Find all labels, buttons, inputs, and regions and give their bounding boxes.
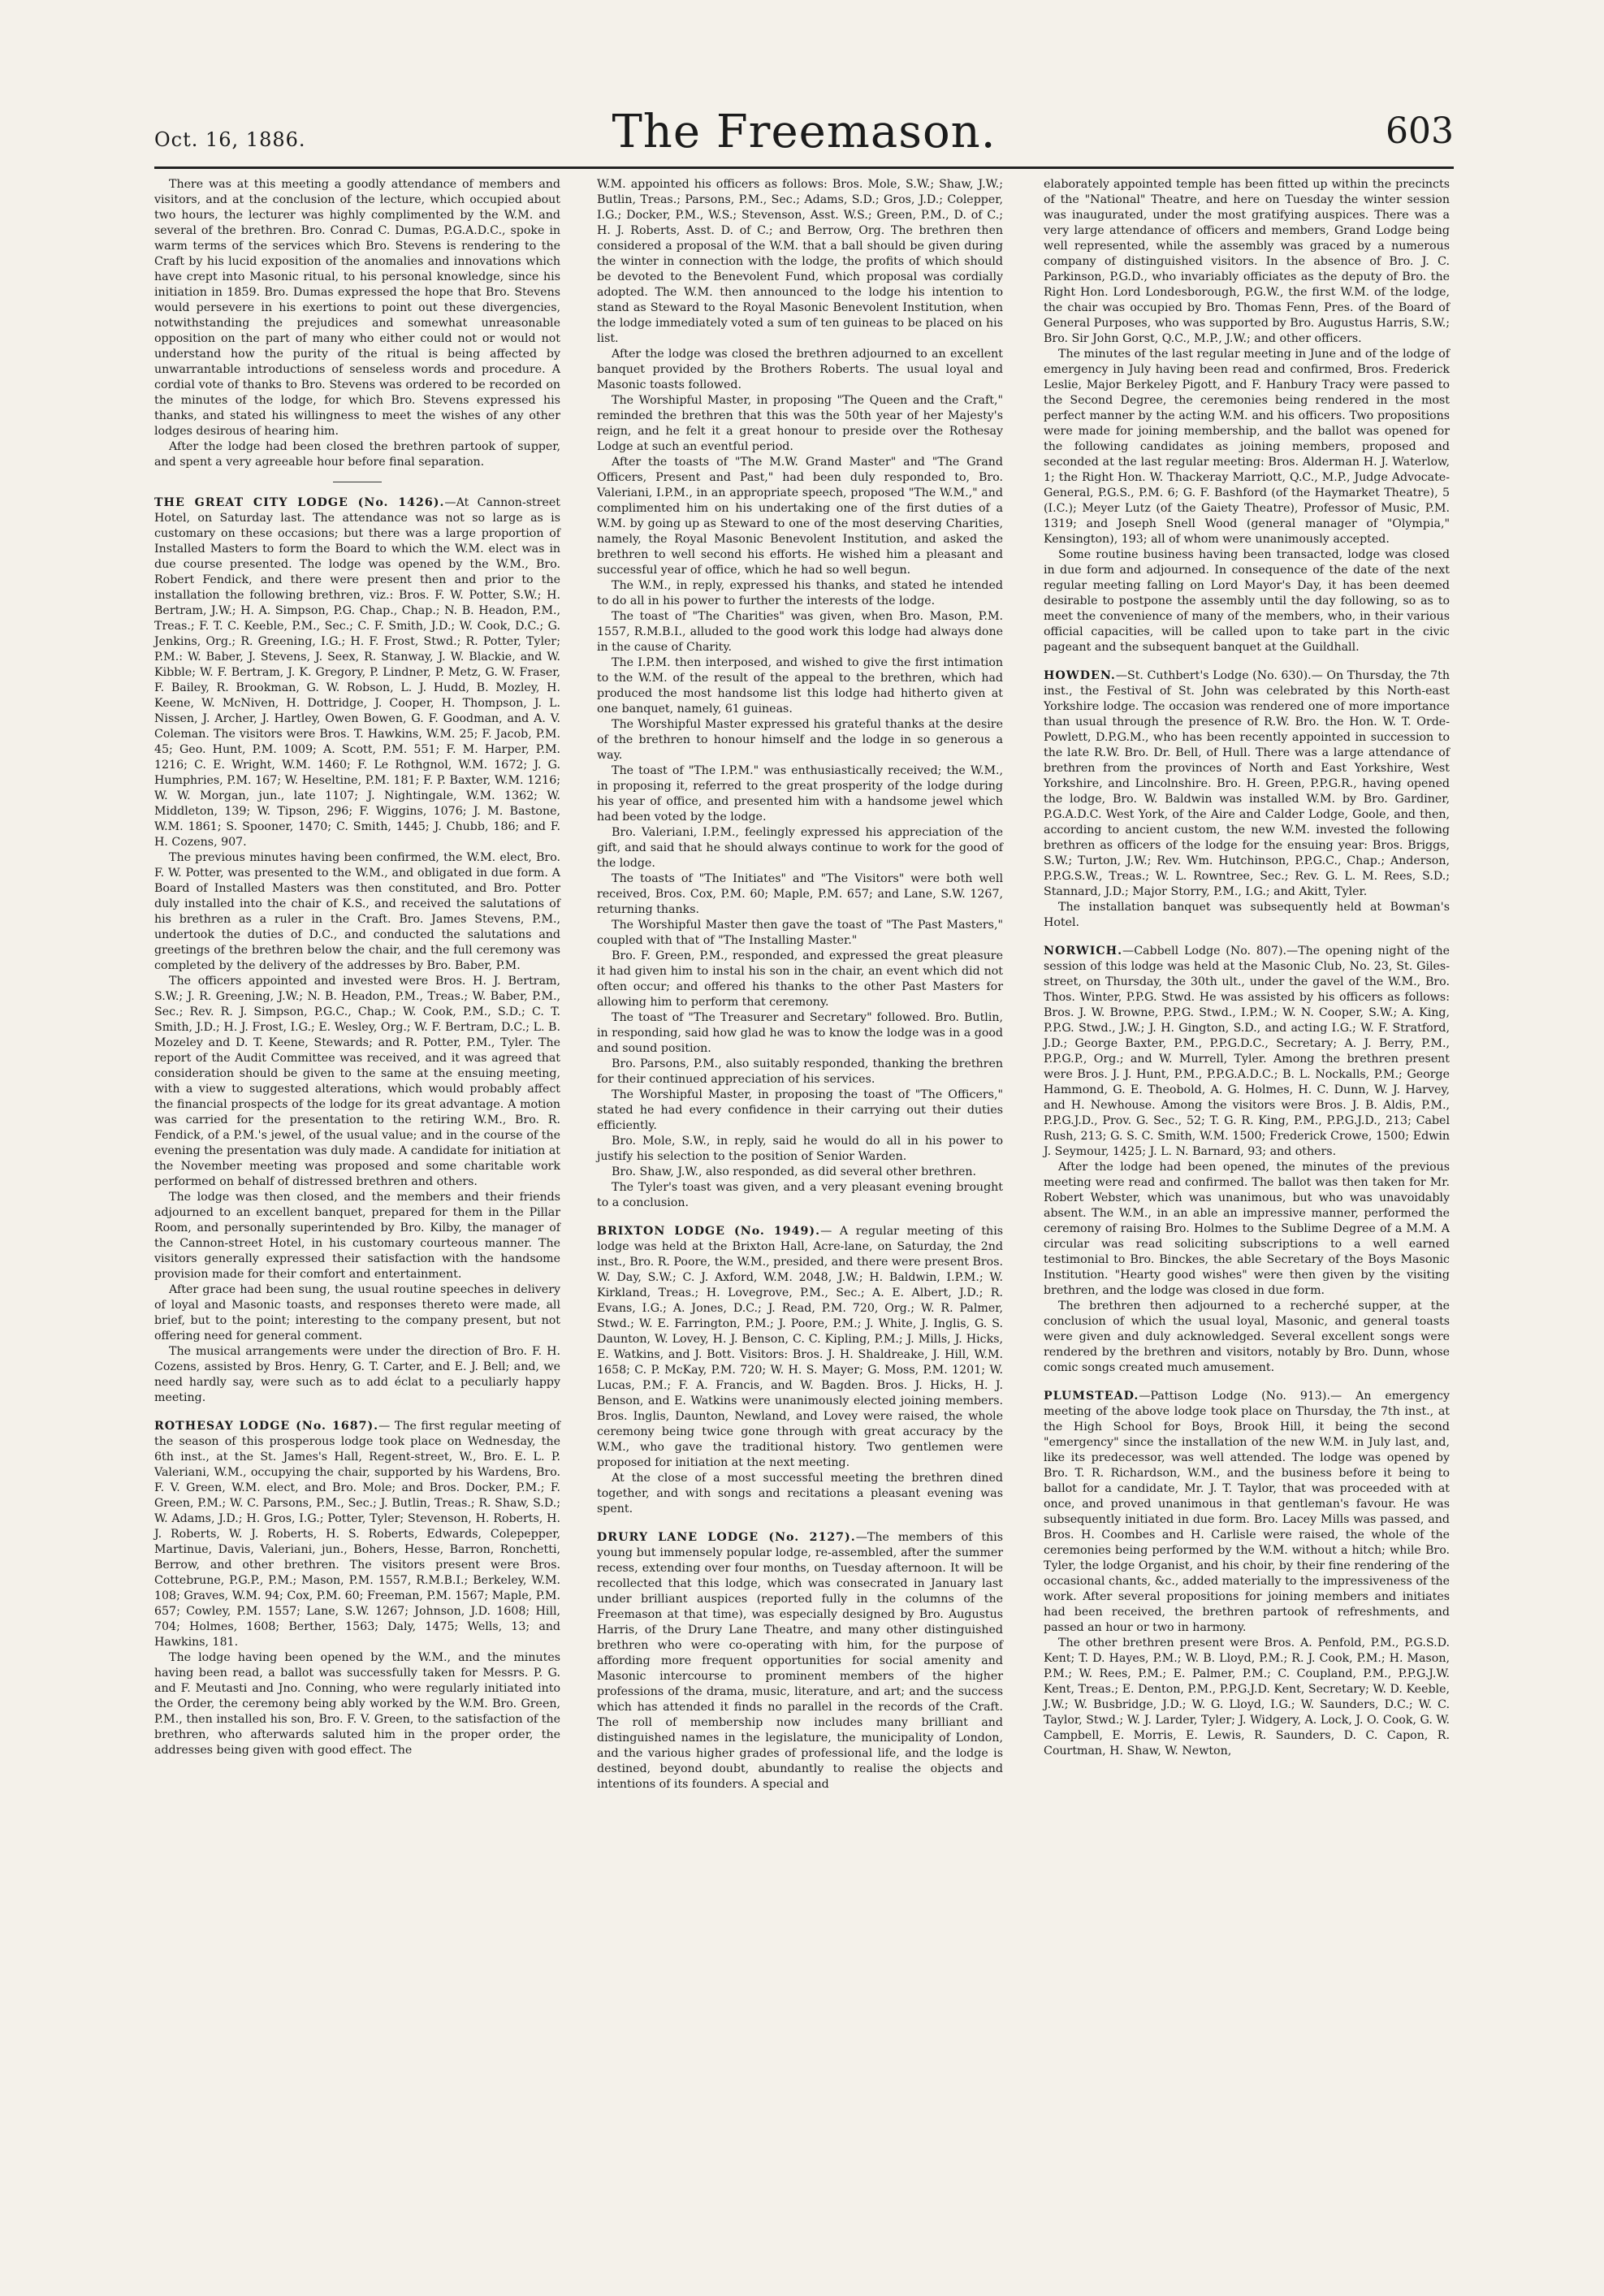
paragraph: — On Thursday, the 7th inst., the Festival of St. John was celebrated by this North-east Yorkshire lodge. The occasion was rendered one of more importance than usual through the presence of R.W. Bro. the Hon. W. T. Orde-Powlett, D.P.G.M., who has been recently appointed in succession to the late R.W. Bro. Dr. Bell, of Hull. There was a large attendance of brethren from the provinces of North and East Yorkshire, West Yorkshire, and Lincolnshire. Bro. H. Green, P.P.G.R., having opened the lodge, Bro. W. Baldwin was installed W.M. by Bro. Gardiner, P.G.A.D.C. West York, of the Aire and Calder Lodge, Goole, and then, according to ancient custom, the new W.M. invested the following brethren as officers of the lodge for the ensuing year: Bros. Briggs, S.W.; Turton, J.W.; Rev. Wm. Hutchinson, P.P.G.C., Chap.; Anderson, P.P.G.S.W., Treas.; W. L. Rowntree, Sec.; Rev. G. L. M. Rees, S.D.; Stannard, J.D.; Major Storry, P.M., I.G.; and Akitt, Tyler.	[1044, 669, 1450, 898]
paragraph: — The first regular meeting of the season of this prosperous lodge took place on Wednesday, the 6th inst., at the St. James's Hall, Regent-street, W., Bro. E. L. P. Valeriani, W.M., occupying the chair, supported by his Wardens, Bro. F. V. Green, W.M. elect, and Bro. Mole; and Bros. Docker, P.M.; F. Green, P.M.; W. C. Parsons, P.M., Sec.; J. Butlin, Treas.; R. Shaw, S.D.; W. Adams, J.D.; H. Gros, I.G.; Potter, Tyler; Stevenson, H. Roberts, H. J. Roberts, W. J. Roberts, H. S. Roberts, Edwards, Colepepper, Martinue, Davis, Valeriani, jun., Bohers, Hesse, Barron, Ronchetti, Berrow, and other brethren. The visitors present were Bros. Cottebrune, P.G.P., P.M.; Mason, P.M. 1557, R.M.B.I.; Berkeley, W.M. 108; Graves, W.M. 94; Cox, P.M. 60; Freeman, P.M. 1567; Maple, P.M. 657; Cowley, P.M. 1557; Lane, S.W. 1267; Johnson, J.D. 1608; Hill, 704; Holmes, 1608; Berther, 1563; Daly, 1475; Wells, 13; and Hawkins, 181.	[154, 1420, 560, 1649]
paragraph: After the lodge had been closed the brethren partook of supper, and spent a very agreeable hour before final separation.	[154, 440, 560, 469]
paragraph: At the close of a most successful meeting the brethren dined together, and with songs and recitations a pleasant evening was spent.	[597, 1472, 1003, 1516]
paragraph: There was at this meeting a goodly attendance of members and visitors, and at the conclusion of the lecture, which occupied about two hours, the lecturer was highly complimented by the W.M. and several of the brethren. Bro. Conrad C. Dumas, P.G.A.D.C., spoke in warm terms of the services which Bro. Stevens is rendering to the Craft by his lucid exposition of the anomalies and innovations which have crept into Masonic ritual, to his personal knowledge, since his initiation in 1859. Bro. Dumas expressed the hope that Bro. Stevens would persevere in his exertions to point out these divergencies, notwithstanding the prejudices and somewhat unreasonable opposition on the part of many who either could not or would not understand how the purity of the ritual is being affected by unwarrantable introductions of senseless words and procedure. A cordial vote of thanks to Bro. Stevens was ordered to be recorded on the minutes of the lodge, for which Bro. Stevens expressed his thanks, and stated his willingness to meet the wishes of any other lodges desirous of hearing him.	[154, 178, 560, 438]
article-title: HOWDEN.	[1044, 669, 1116, 682]
paragraph: After the lodge had been opened, the minutes of the previous meeting were read and confirmed. The ballot was then taken for Mr. Robert Webster, which was unanimous, but who was unavoidably absent. The W.M., in an able an impressive manner, performed the ceremony of raising Bro. Holmes to the Sublime Degree of a M.M. A circular was read soliciting subscriptions to a well earned testimonial to Bro. Binckes, the able Secretary of the Boys Masonic Institution. "Hearty good wishes" were then given by the visiting brethren, and the lodge was closed in due form.	[1044, 1161, 1450, 1297]
paragraph: The Worshipful Master expressed his grateful thanks at the desire of the brethren to honour himself and the lodge in so generous a way.	[597, 718, 1003, 762]
article-brixton-lodge	[597, 1224, 1003, 1517]
paragraph: The Worshipful Master, in proposing "The Queen and the Craft," reminded the brethren that this was the 50th year of her Majesty's reign, and he felt it a great honour to preside over the Rothesay Lodge at such an eventful period.	[597, 394, 1003, 453]
article-drury-lane-lodge	[597, 1530, 1003, 1792]
paragraph: The lodge having been opened by the W.M., and the minutes having been read, a ballot was successfully taken for Messrs. P. G. and F. Meutasti and Jno. Conning, who were regularly initiated into the Order, the ceremony being ably worked by the W.M. Bro. Green, P.M., then installed his son, Bro. F. V. Green, to the satisfaction of the brethren, who afterwards saluted him in the proper order, the addresses being given with good effect. The	[154, 1651, 560, 1757]
paragraph: The toast of "The I.P.M." was enthusiastically received; the W.M., in proposing it, referred to the great prosperity of the lodge during his year of office, and presented him with a handsome jewel which had been voted by the lodge.	[597, 764, 1003, 824]
article-rothesay-lodge	[154, 1419, 560, 1758]
paragraph: The Tyler's toast was given, and a very pleasant evening brought to a conclusion.	[597, 1181, 1003, 1209]
paragraph: —The members of this young but immensely popular lodge, re-assembled, after the summer recess, extending over four months, on Tuesday afternoon. It will be recollected that this lodge, which was consecrated in January last under brilliant auspices (reported fully in the columns of the Freemason at that time), was especially designed by Bro. Augustus Harris, of the Drury Lane Theatre, and many other distinguished brethren who were co-operating with him, for the purpose of affording more frequent opportunities for social amenity and Masonic intercourse to prominent members of the higher professions of the drama, music, literature, and art; and the success which has attended it finds no parallel in the records of the Craft. The roll of membership now includes many brilliant and distinguished names in the legislature, the municipality of London, and the various higher grades of professional life, and the lodge is destined, beyond doubt, abundantly to realise the objects and intentions of its founders. A special and	[597, 1531, 1003, 1791]
column-1	[154, 177, 560, 1758]
paragraph: Bro. F. Green, P.M., responded, and expressed the great pleasure it had given him to instal his son in the chair, an event which did not often occur; and offered his thanks to the other Past Masters for allowing him to perform that ceremony.	[597, 949, 1003, 1009]
paragraph: The brethren then adjourned to a recherché supper, at the conclusion of which the usual loyal, Masonic, and general toasts were given and duly acknowledged. Several excellent songs were rendered by the brethren and visitors, notably by Bro. Dunn, whose comic songs created much amusement.	[1044, 1299, 1450, 1374]
paragraph: — A regular meeting of this lodge was held at the Brixton Hall, Acre-lane, on Saturday, the 2nd inst., Bro. R. Poore, the W.M., presided, and there were present Bros. W. Day, S.W.; C. J. Axford, W.M. 2048, J.W.; H. Baldwin, I.P.M.; W. Kirkland, Treas.; H. Lovegrove, P.M., Sec.; A. E. Albert, J.D.; R. Evans, I.G.; A. Jones, D.C.; J. Read, P.M. 720, Org.; W. R. Palmer, Stwd.; W. E. Farrington, P.M.; J. Poore, P.M.; J. White, J. Inglis, G. S. Daunton, W. Lovey, H. J. Benson, C. C. Kipling, P.M.; J. Mills, J. Hicks, E. Watkins, and J. Bott. Visitors: Bros. J. H. Shaldreake, J. Hill, W.M. 1658; C. P. McKay, P.M. 720; W. H. S. Mayer; G. Moss, P.M. 1201; W. Lucas, P.M.; F. A. Francis, and W. Bagden. Bros. J. Hicks, H. J. Benson, and E. Watkins were unanimously elected joining members. Bros. Inglis, Daunton, Newland, and Lovey were raised, the whole ceremony being twice gone through with great accuracy by the W.M., who gave the traditional history. Two gentlemen were proposed for initiation at the next meeting.	[597, 1225, 1004, 1469]
paragraph: The Worshipful Master, in proposing the toast of "The Officers," stated he had every confidence in their carrying out their duties efficiently.	[597, 1088, 1003, 1132]
article-title: BRIXTON LODGE (No. 1949).	[597, 1225, 821, 1238]
article-title: PLUMSTEAD.	[1044, 1390, 1139, 1403]
column-3	[1044, 177, 1450, 1759]
paragraph: The toast of "The Treasurer and Secretary" followed. Bro. Butlin, in responding, said how glad he was to know the lodge was in a good and sound position.	[597, 1011, 1003, 1055]
article-subtitle: —Cabbell Lodge (No. 807).	[1122, 945, 1286, 958]
paragraph: The W.M., in reply, expressed his thanks, and stated he intended to do all in his power to further the interests of the lodge.	[597, 579, 1003, 608]
paragraph: elaborately appointed temple has been fitted up within the precincts of the "National" Theatre, and here on Tuesday the winter session was inaugurated, under the most gratifying auspices. There was a very large attendance of officers and members, Grand Lodge being well represented, while the assembly was graced by a numerous company of distinguished visitors. In the absence of Bro. J. C. Parkinson, P.G.D., who invariably officiates as the deputy of Bro. the Right Hon. Lord Londesborough, P.G.W., the first W.M. of the lodge, the chair was occupied by Bro. Thomas Fenn, Pres. of the Board of General Purposes, who was supported by Bro. Augustus Harris, S.W.; Bro. Sir John Gorst, Q.C., M.P., J.W.; and other officers.	[1044, 178, 1450, 345]
page-number: 603	[1386, 110, 1454, 152]
article-subtitle: —St. Cuthbert's Lodge (No. 630).	[1115, 669, 1312, 682]
article-norwich	[1044, 944, 1450, 1376]
paragraph: After the lodge was closed the brethren adjourned to an excellent banquet provided by the Brothers Roberts. The usual loyal and Masonic toasts followed.	[597, 348, 1003, 391]
paragraph: — An emergency meeting of the above lodge took place on Thursday, the 7th inst., at the High School for Boys, Brook Hill, it being the second "emergency" since the installation of the new W.M. in July last, and, like its predecessor, was well attended. The lodge was opened by Bro. T. R. Richardson, W.M., and the business before it being to ballot for a candidate, Mr. J. T. Taylor, that was proceeded with at once, and proved unanimous in that gentleman's favour. He was subsequently initiated in due form. Bro. Lacey Mills was passed, and Bros. H. Coombes and H. Carlisle were raised, the whole of the ceremonies being performed by the W.M. without a hitch; while Bro. Tyler, the lodge Organist, and his choir, by their fine rendering of the occasional chants, &c., added materially to the impressiveness of the work. After several propositions for joining members and initiates had been received, the brethren partook of refreshments, and passed an hour or two in harmony.	[1044, 1390, 1450, 1634]
paragraph: W.M. appointed his officers as follows: Bros. Mole, S.W.; Shaw, J.W.; Butlin, Treas.; Parsons, P.M., Sec.; Adams, S.D.; Gros, J.D.; Colepper, I.G.; Docker, P.M., W.S.; Stevenson, Asst. W.S.; Green, P.M., D. of C.; H. J. Roberts, Asst. D. of C.; and Berrow, Org. The brethren then considered a proposal of the W.M. that a ball should be given during the winter in connection with the lodge, the profits of which should be devoted to the Benevolent Fund, which proposal was cordially adopted. The W.M. then announced to the lodge his intention to stand as Steward to the Royal Masonic Benevolent Institution, when the lodge immediately voted a sum of ten guineas to be placed on his list.	[597, 178, 1003, 345]
article-subtitle: —Pattison Lodge (No. 913).	[1139, 1390, 1330, 1403]
masthead-title: The Freemason.	[612, 106, 997, 158]
paragraph: The previous minutes having been confirmed, the W.M. elect, Bro. F. W. Potter, was presented to the W.M., and obligated in due form. A Board of Installed Masters was then constituted, and Bro. Potter duly installed into the chair of K.S., and received the salutations of his brethren as a ruler in the Craft. Bro. James Stevens, P.M., undertook the duties of D.C., and conducted the salutations and greetings of the brethren below the chair, and the full ceremony was completed by the delivery of the addresses by Bro. Baber, P.M.	[154, 851, 560, 972]
paragraph: The toasts of "The Initiates" and "The Visitors" were both well received, Bros. Cox, P.M. 60; Maple, P.M. 657; and Lane, S.W. 1267, returning thanks.	[597, 872, 1003, 916]
column-2	[597, 177, 1003, 1792]
paragraph: The I.P.M. then interposed, and wished to give the first intimation to the W.M. of the result of the appeal to the brethren, which had produced the most handsome list this lodge had hitherto given at one banquet, namely, 61 guineas.	[597, 656, 1003, 716]
paragraph: After the toasts of "The M.W. Grand Master" and "The Grand Officers, Present and Past," had been duly responded to, Bro. Valeriani, I.P.M., in an appropriate speech, proposed "The W.M.," and complimented him on his undertaking one of the first duties of a W.M. by going up as Steward to one of the most deserving Charities, namely, the Royal Masonic Benevolent Institution, and asked the brethren to well second his efforts. He wished him a pleasant and successful year of office, which he had so well begun.	[597, 456, 1003, 577]
article-title: NORWICH.	[1044, 945, 1123, 958]
article-title: THE GREAT CITY LODGE (No. 1426).	[154, 496, 445, 509]
paragraph: Bro. Valeriani, I.P.M., feelingly expressed his appreciation of the gift, and said that he should always continue to work for the good of the lodge.	[597, 826, 1003, 870]
paragraph: Bro. Mole, S.W., in reply, said he would do all in his power to justify his selection to the position of Senior Warden.	[597, 1135, 1003, 1163]
paragraph: Bro. Shaw, J.W., also responded, as did several other brethren.	[612, 1165, 976, 1178]
issue-date: Oct. 16, 1886.	[154, 128, 306, 151]
paragraph: The lodge was then closed, and the members and their friends adjourned to an excellent banquet, prepared for them in the Pillar Room, and personally superintended by Bro. Kilby, the manager of the Cannon-street Hotel, in his customary courteous manner. The visitors generally expressed their satisfaction with the handsome provision made for their comfort and entertainment.	[154, 1191, 560, 1281]
paragraph: The installation banquet was subsequently held at Bowman's Hotel.	[1044, 901, 1450, 929]
article-howden	[1044, 668, 1450, 931]
paragraph: The toast of "The Charities" was given, when Bro. Mason, P.M. 1557, R.M.B.I., alluded to the good work this lodge had always done in the cause of Charity.	[597, 610, 1003, 654]
paragraph: The Worshipful Master then gave the toast of "The Past Masters," coupled with that of "The Installing Master."	[597, 919, 1003, 947]
paragraph: After grace had been sung, the usual routine speeches in delivery of loyal and Masonic toasts, and responses thereto were made, all brief, but to the point; interesting to the company present, but not offering need for general comment.	[154, 1283, 560, 1343]
header-rule	[154, 166, 1454, 169]
paragraph: Some routine business having been transacted, lodge was closed in due form and adjourned. In consequence of the date of the next regular meeting falling on Lord Mayor's Day, it has been deemed desirable to postpone the assembly until the day following, so as to meet the convenience of many of the members, who, in their various official capacities, will be called upon to take part in the civic pageant and the subsequent banquet at the Guildhall.	[1044, 548, 1450, 654]
article-great-city-lodge	[154, 495, 560, 1406]
paragraph: —The opening night of the session of this lodge was held at the Masonic Club, No. 23, St. Giles-street, on Thursday, the 30th ult., under the gavel of the W.M., Bro. Thos. Winter, P.P.G. Stwd. He was assisted by his officers as follows: Bros. J. W. Browne, P.P.G. Stwd., I.P.M.; W. N. Cooper, S.W.; A. King, P.P.G. Stwd., J.W.; J. H. Gington, S.D., and acting I.G.; W. F. Stratford, J.D.; George Baxter, P.M., P.P.G.D.C., Secretary; A. J. Berry, P.M., P.P.G.P., Org.; and W. Murrell, Tyler. Among the brethren present were Bros. J. J. Hunt, P.M., P.P.G.A.D.C.; B. L. Nockalls, P.M.; George Hammond, G. E. Theobold, A. G. Holmes, H. C. Dunn, W. J. Harvey, and H. Newhouse. Among the visitors were Bros. J. B. Aldis, P.M., P.P.G.J.D., Prov. G. Sec., 52; T. G. R. King, P.M., P.P.G.J.D., 213; Cabel Rush, 213; G. S. C. Smith, W.M. 1500; Frederick Crowe, 1500; Edwin J. Seymour, 1425; J. L. N. Barnard, 93; and others.	[1044, 945, 1450, 1158]
paragraph: —At Cannon-street Hotel, on Saturday last. The attendance was not so large as is customary on these occasions; but there was a large proportion of Installed Masters to form the Board to which the W.M. elect was in due course presented. The lodge was opened by the W.M., Bro. Robert Fendick, and there were present then and prior to the installation the following brethren, viz.: Bros. F. W. Potter, S.W.; H. Bertram, J.W.; H. A. Simpson, P.G. Chap., Chap.; N. B. Headon, P.M., Treas.; F. T. C. Keeble, P.M., Sec.; C. F. Smith, J.D.; W. Cook, D.C.; G. Jenkins, Org.; R. Greening, I.G.; H. F. Frost, Stwd.; R. Potter, Tyler; P.M.: W. Baber, J. Stevens, J. Seex, R. Stanway, J. W. Blackie, and W. Kibble; W. F. Bertram, J. K. Gregory, P. Lindner, P. Metz, G. W. Fraser, F. Bailey, R. Brookman, G. W. Robson, L. J. Hudd, B. Mozley, H. Keene, W. McNiven, H. Dottridge, J. Cooper, H. Thompson, J. L. Nissen, J. Archer, J. Hartley, Owen Bowen, G. F. Goodman, and A. V. Coleman. The visitors were Bros. T. Hawkins, W.M. 25; F. Jacob, P.M. 45; Geo. Hunt, P.M. 1009; A. Scott, P.M. 551; F. M. Harper, P.M. 1216; C. E. Wright, W.M. 1460; F. Le Rothgnol, W.M. 1672; J. G. Humphries, P.M. 167; W. Heseltine, P.M. 181; F. P. Baxter, W.M. 1216; W. W. Morgan, jun., late 1107; J. Nightingale, W.M. 1362; W. Middleton, 139; W. Tipson, 296; F. Wiggins, 1076; J. M. Bastone, W.M. 1861; S. Spooner, 1470; C. Smith, 1445; J. Chubb, 186; and F. H. Cozens, 907.	[154, 496, 560, 849]
paragraph: The officers appointed and invested were Bros. H. J. Bertram, S.W.; J. R. Greening, J.W.; N. B. Headon, P.M., Treas.; W. Baber, P.M., Sec.; Rev. R. J. Simpson, P.G.C., Chap.; W. Cook, P.M., S.D.; C. T. Smith, J.D.; H. J. Frost, I.G.; E. Wesley, Org.; W. F. Bertram, D.C.; L. B. Mozeley and D. T. Keene, Stewards; and R. Potter, P.M., Tyler. The report of the Audit Committee was received, and it was agreed that consideration should be given to the same at the ensuing meeting, with a view to suggested alterations, which would probably affect the financial prospects of the lodge for its great advantage. A motion was carried for the presentation to the retiring W.M., Bro. R. Fendick, of a P.M.'s jewel, of the usual value; and in the course of the evening the presentation was duly made. A candidate for initiation at the November meeting was proposed and some charitable work performed on behalf of distressed brethren and others.	[154, 975, 560, 1188]
page-header	[154, 106, 1454, 162]
paragraph: The minutes of the last regular meeting in June and of the lodge of emergency in July having been read and confirmed, Bros. Frederick Leslie, Major Berkeley Pigott, and F. Hanbury Tracy were passed to the Second Degree, the ceremonies being rendered in the most perfect manner by the acting W.M. and his officers. Two propositions were made for joining membership, and the ballot was opened for the following candidates as joining members, proposed and seconded at the last regular meeting: Bros. Alderman H. J. Waterlow, 1; the Right Hon. W. Thackeray Marriott, Q.C., M.P., Judge Advocate-General, P.G.S., P.M. 6; G. F. Bashford (of the Haymarket Theatre), 5 (I.C.); Meyer Lutz (of the Gaiety Theatre), Professor of Music, P.M. 1319; and Joseph Snell Wood (general manager of "Olympia," Kensington), 193; all of whom were unanimously accepted.	[1044, 348, 1450, 546]
paragraph: The other brethren present were Bros. A. Penfold, P.M., P.G.S.D. Kent; T. D. Hayes, P.M.; W. B. Lloyd, P.M.; R. J. Cook, P.M.; H. Mason, P.M.; W. Rees, P.M.; E. Palmer, P.M.; C. Coupland, P.M., P.P.G.J.W. Kent, Treas.; E. Denton, P.M., P.P.G.J.D. Kent, Secretary; W. D. Keeble, J.W.; W. Busbridge, J.D.; W. G. Lloyd, I.G.; W. Saunders, D.C.; W. C. Taylor, Stwd.; W. J. Larder, Tyler; J. Widgery, A. Lock, J. O. Cook, G. W. Campbell, E. Morris, E. Lewis, R. Saunders, D. C. Capon, R. Courtman, H. Shaw, W. Newton,	[1044, 1637, 1450, 1758]
article-plumstead	[1044, 1389, 1450, 1759]
paragraph: The musical arrangements were under the direction of Bro. F. H. Cozens, assisted by Bros. Henry, G. T. Carter, and E. J. Bell; and, we need hardly say, were such as to add éclat to a peculiarly happy meeting.	[154, 1345, 560, 1404]
article-title: DRURY LANE LODGE (No. 2127).	[597, 1531, 856, 1544]
paragraph: Bro. Parsons, P.M., also suitably responded, thanking the brethren for their continued appreciation of his services.	[597, 1057, 1003, 1086]
article-title: ROTHESAY LODGE (No. 1687).	[154, 1420, 379, 1433]
